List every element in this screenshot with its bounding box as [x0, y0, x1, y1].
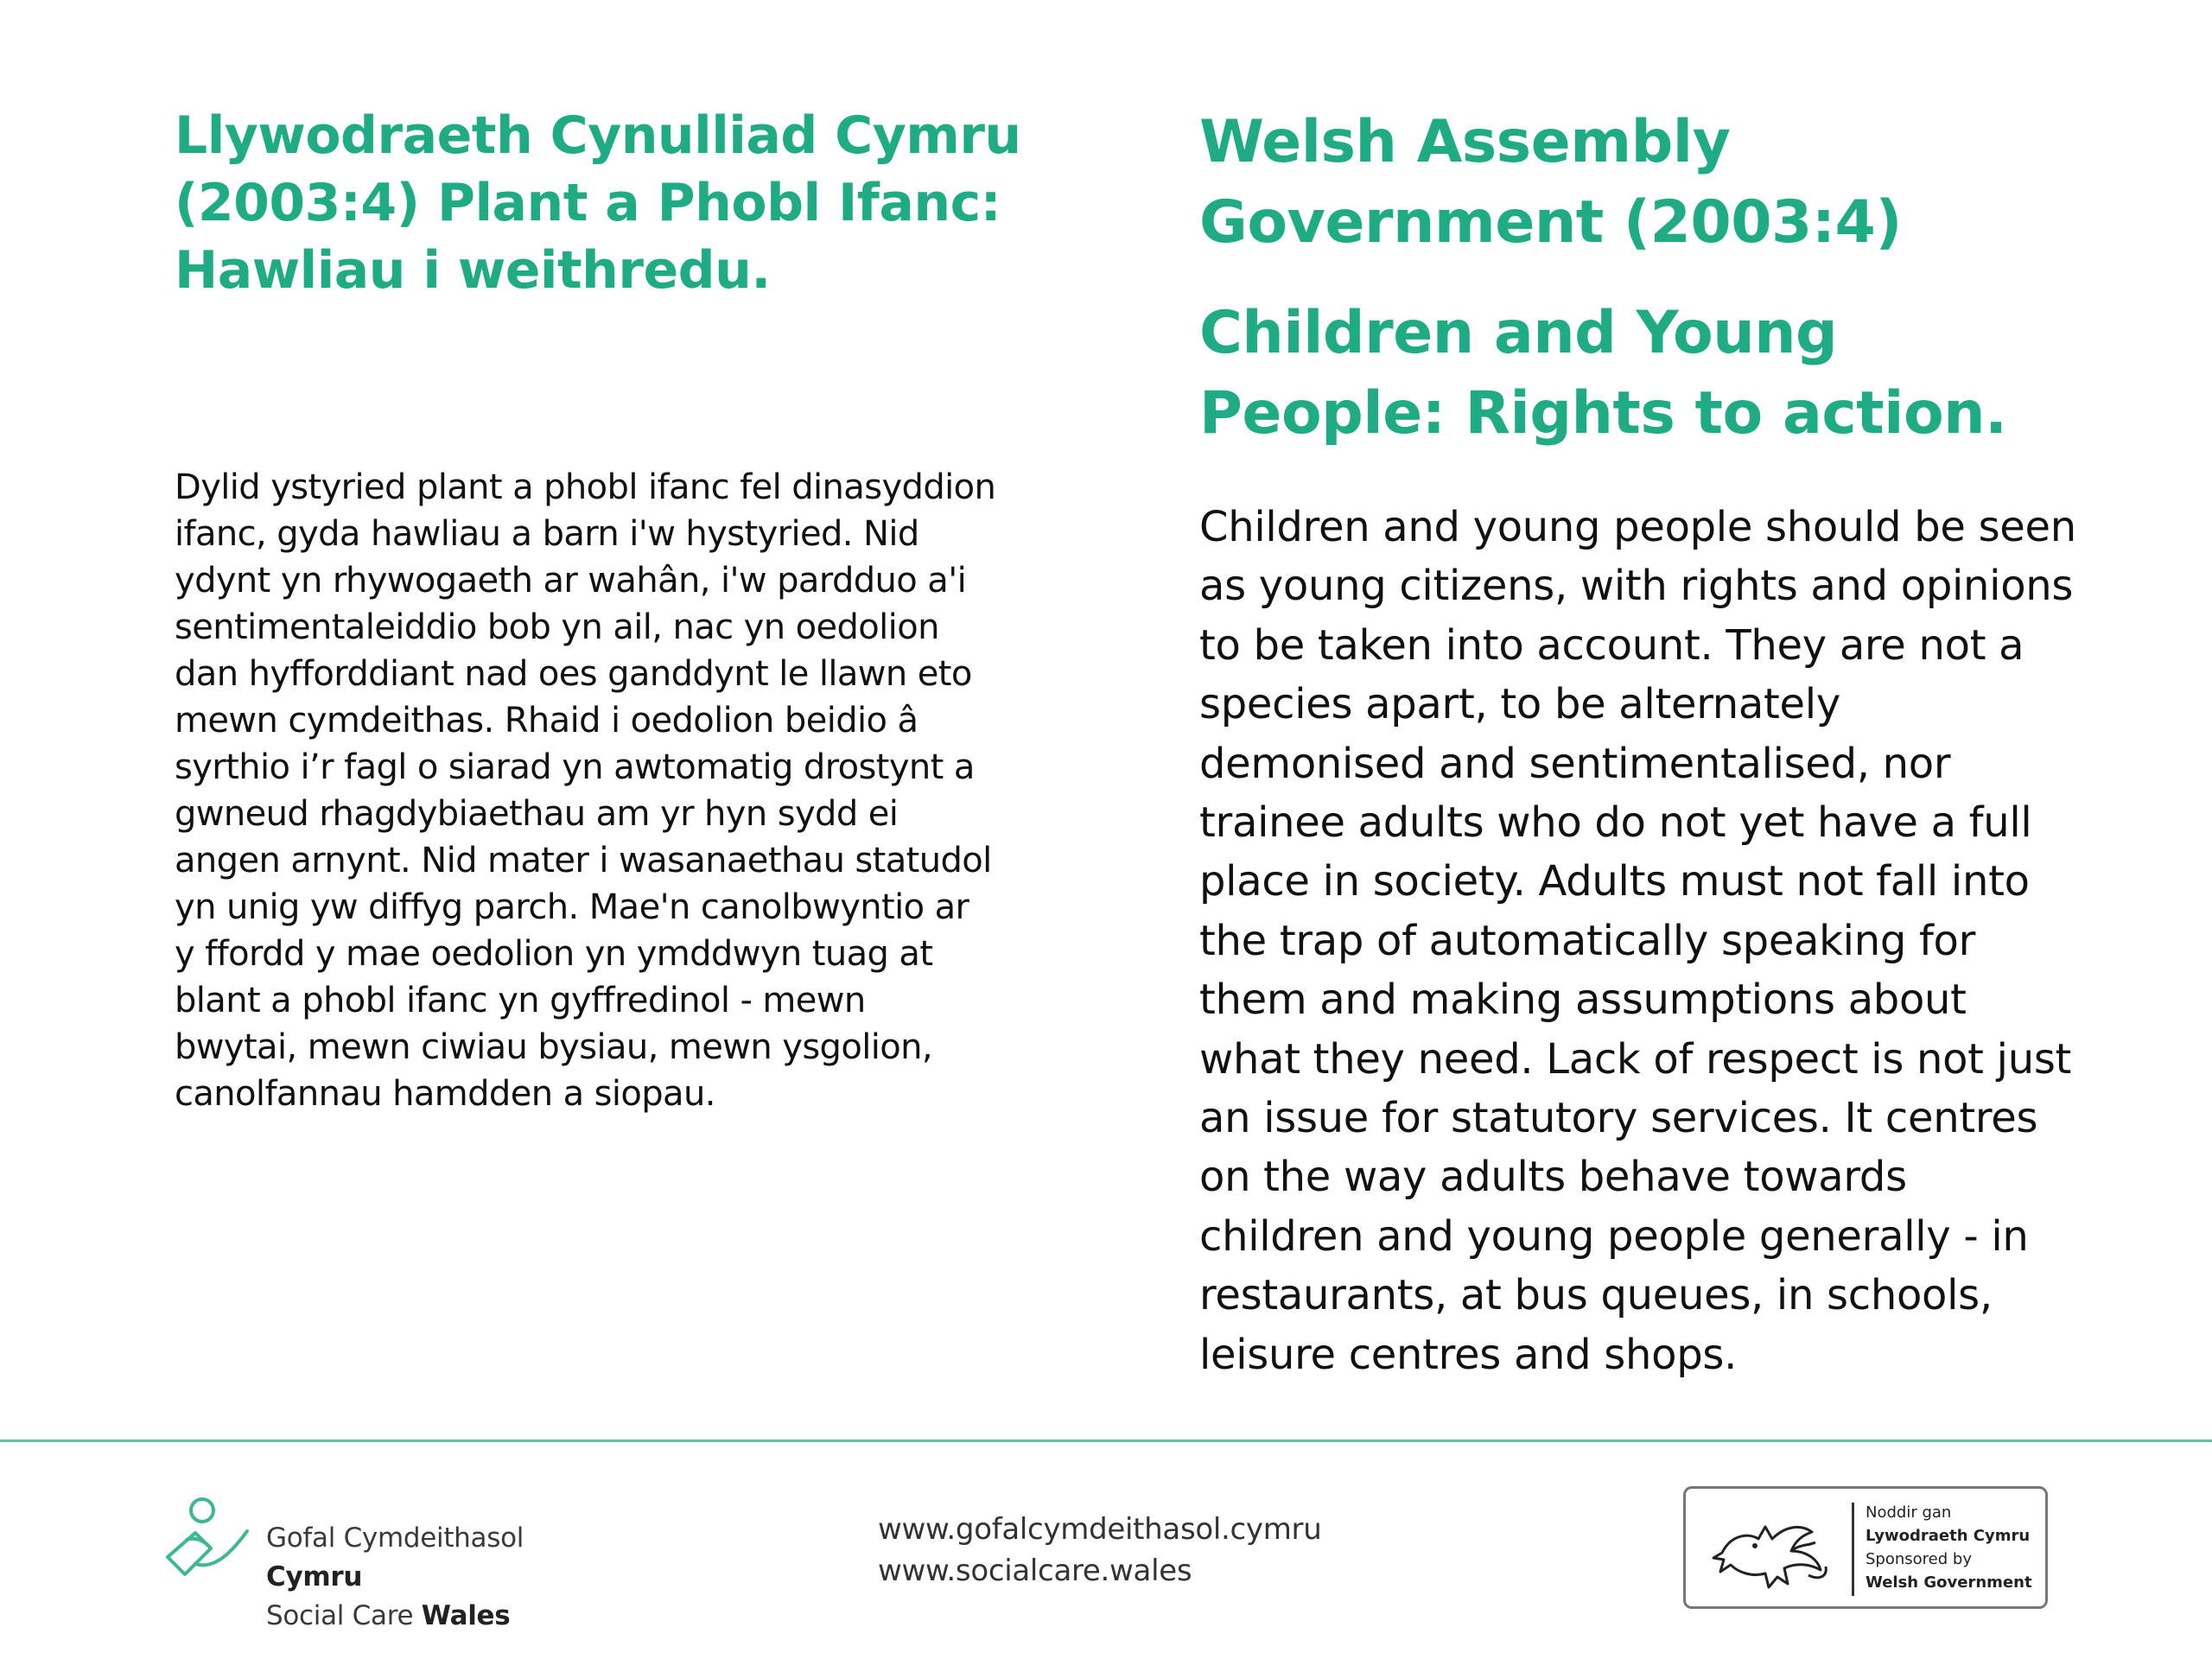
- sponsor-line: Noddir gan: [1866, 1503, 1952, 1522]
- footer-urls: [878, 1509, 1321, 1592]
- welsh-body-text: [175, 464, 1039, 1117]
- english-body-line: as young citizens, with rights and opinions: [1199, 562, 2074, 611]
- english-body-line: leisure centres and shops.: [1199, 1330, 1738, 1379]
- english-heading-publisher: [1199, 102, 2063, 263]
- logo-line1-bold: Cymru: [266, 1561, 363, 1592]
- welsh-dragon-icon: [1705, 1501, 1834, 1596]
- english-body-line: species apart, to be alternately: [1199, 680, 1840, 729]
- english-body-line: an issue for statutory services. It centres: [1199, 1094, 2038, 1143]
- english-body-line: place in society. Adults must not fall into: [1199, 857, 2030, 906]
- english-body-line: children and young people generally - in: [1199, 1211, 2029, 1261]
- english-heading-title: [1199, 293, 2063, 454]
- sponsor-text: [1866, 1501, 2032, 1594]
- sponsor-separator: [1852, 1503, 1854, 1596]
- welsh-body-line: angen arnynt. Nid mater i wasanaethau statudol: [175, 841, 992, 880]
- welsh-heading-line: (2003:4) Plant a Phobl Ifanc:: [175, 173, 1001, 233]
- welsh-body-line: blant a phobl ifanc yn gyffredinol - mewn: [175, 981, 866, 1020]
- welsh-body-line: y ffordd y mae oedolion yn ymddwyn tuag at: [175, 934, 933, 974]
- welsh-government-sponsor-badge: [1683, 1486, 2048, 1609]
- welsh-body-line: yn unig yw diffyg parch. Mae'n canolbwyntio ar: [175, 887, 969, 927]
- english-body-line: restaurants, at bus queues, in schools,: [1199, 1271, 1993, 1320]
- logo-line2-regular: Social Care: [266, 1600, 422, 1631]
- english-body-line: Children and young people should be seen: [1199, 503, 2076, 551]
- english-heading-line: Welsh Assembly: [1199, 108, 1731, 176]
- logo-wordmark: [266, 1519, 627, 1636]
- english-body-text: [1199, 498, 2076, 1384]
- english-column: [1199, 102, 2063, 454]
- english-heading-line: People: Rights to action.: [1199, 379, 2007, 448]
- welsh-heading: [175, 102, 1039, 304]
- welsh-body-line: dan hyfforddiant nad oes ganddynt le llawn eto: [175, 654, 972, 694]
- english-body-line: trainee adults who do not yet have a full: [1199, 798, 2032, 848]
- welsh-body-line: bwytai, mewn ciwiau bysiau, mewn ysgolion,: [175, 1027, 932, 1067]
- english-body-line: them and making assumptions about: [1199, 976, 1967, 1025]
- english-heading-line: Children and Young: [1199, 299, 1838, 367]
- english-heading-line: Government (2003:4): [1199, 188, 1902, 257]
- social-care-wales-logo: [161, 1497, 627, 1631]
- english-body-line: on the way adults behave towards: [1199, 1153, 1907, 1202]
- sponsor-line: Welsh Government: [1866, 1573, 2032, 1592]
- logo-line1-regular: Gofal Cymdeithasol: [266, 1522, 524, 1554]
- welsh-column: [175, 102, 1039, 304]
- welsh-body-line: ifanc, gyda hawliau a barn i'w hystyried. Nid: [175, 514, 919, 554]
- welsh-body-line: sentimentaleiddio bob yn ail, nac yn oedolion: [175, 607, 939, 647]
- url-english: www.socialcare.wales: [878, 1554, 1192, 1588]
- logo-line2-bold: Wales: [421, 1600, 511, 1631]
- english-body-line: demonised and sentimentalised, nor: [1199, 739, 1951, 788]
- english-body-line: the trap of automatically speaking for: [1199, 916, 1976, 965]
- welsh-heading-line: Llywodraeth Cynulliad Cymru: [175, 105, 1021, 166]
- sponsor-line: Sponsored by: [1866, 1550, 1972, 1568]
- social-care-wales-logo-icon: [161, 1497, 256, 1592]
- url-welsh: www.gofalcymdeithasol.cymru: [878, 1512, 1322, 1547]
- welsh-body-line: ydynt yn rhywogaeth ar wahân, i'w pardduo a'i: [175, 561, 967, 601]
- welsh-body-line: Dylid ystyried plant a phobl ifanc fel dinasyddion: [175, 467, 996, 507]
- welsh-body-line: mewn cymdeithas. Rhaid i oedolion beidio â: [175, 701, 918, 741]
- welsh-heading-line: Hawliau i weithredu.: [175, 240, 771, 301]
- english-body-line: to be taken into account. They are not a: [1199, 620, 2024, 670]
- welsh-body-line: syrthio i’r fagl o siarad yn awtomatig drostynt a: [175, 747, 975, 787]
- welsh-body-line: canolfannau hamdden a siopau.: [175, 1074, 715, 1114]
- footer-divider: [0, 1440, 2212, 1442]
- english-body-line: what they need. Lack of respect is not just: [1199, 1034, 2072, 1084]
- sponsor-line: Lywodraeth Cymru: [1866, 1527, 2031, 1545]
- welsh-body-line: gwneud rhagdybiaethau am yr hyn sydd ei: [175, 794, 899, 834]
